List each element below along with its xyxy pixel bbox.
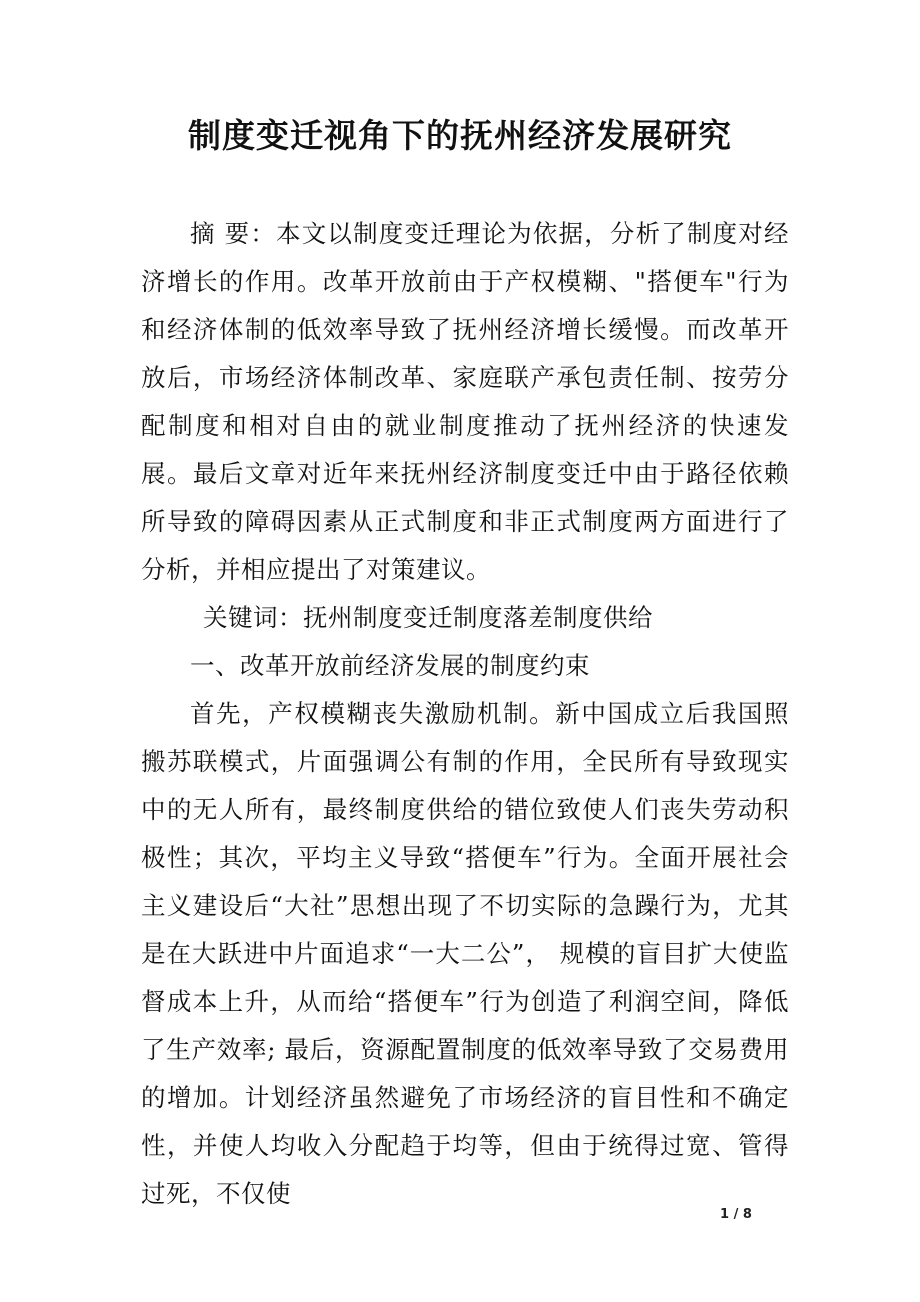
body-paragraph: 首先，产权模糊丧失激励机制。新中国成立后我国照搬苏联模式，片面强调公有制的作用，全民所有导致现实中的无人所有，最终制度供给的错位致使人们丧失劳动积极性；其次，平均主义导致“搭便车”行为。全面开展社会主义建设后“大社”思想出现了不切实际的急躁行为，尤其是在大跃进中片面追求“一大二公”， 规模的盲目扩大使监督成本上升，从而给“搭便车”行为创造了利润空间，降低了生产效率; 最后，资源配置制度的低效率导致了交易费用的增加。计划经济虽然避免了市场经济的盲目性和不确定性，并使人均收入分配趋于均等，但由于统得过宽、管得过死，不仅使 bbox=[141, 699, 789, 1208]
document-title: 制度变迁视角下的抚州经济发展研究 bbox=[188, 116, 732, 155]
keywords-line: 关键词：抚州制度变迁制度落差制度供给 bbox=[203, 603, 653, 632]
abstract-paragraph: 摘 要：本文以制度变迁理论为依据，分析了制度对经济增长的作用。改革开放前由于产权模糊、"搭便车"行为和经济体制的低效率导致了抚州经济增长缓慢。而改革开放后，市场经济体制改革、家庭联产承包责任制、按劳分配制度和相对自由的就业制度推动了抚州经济的快速发展。最后文章对近年来抚州经济制度变迁中由于路径依赖所导致的障碍因素从正式制度和非正式制度两方面进行了分析，并相应提出了对策建议。 bbox=[141, 219, 789, 584]
section-heading: 一、改革开放前经济发展的制度约束 bbox=[190, 651, 590, 680]
document-body bbox=[141, 210, 789, 1218]
page-number: 1 / 8 bbox=[720, 1207, 752, 1222]
